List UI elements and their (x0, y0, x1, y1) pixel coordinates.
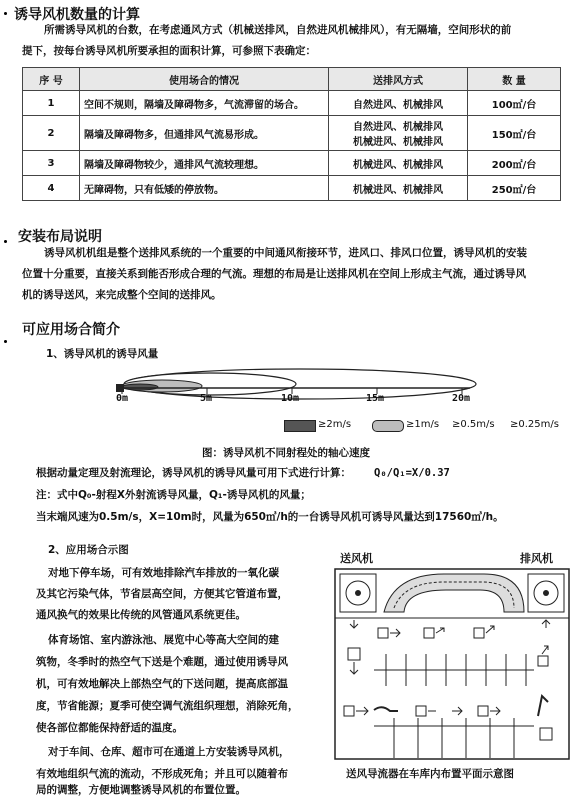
legend-swatch-2 (284, 420, 316, 432)
cell-qty: 100㎡/台 (468, 91, 561, 116)
table-row (23, 176, 561, 201)
table-row (23, 91, 561, 116)
table-row (23, 151, 561, 176)
cell-no: 2 (23, 116, 80, 151)
para-quantity-line1: 所需诱导风机的台数，在考虑通风方式（机械送排风，自然进风机械排风），有无隔墙，空间形状的前 (44, 24, 512, 36)
col-header-situation: 使用场合的情况 (80, 68, 329, 91)
app-text-line: 筑物，冬季时的热空气下送是个难题，通过使用诱导风 (36, 656, 288, 668)
tick-label-15: 15m (366, 393, 385, 404)
legend-swatch-1 (372, 420, 404, 432)
cell-no: 1 (23, 91, 80, 116)
subtitle-application-diagram: 2、应用场合示图 (48, 544, 129, 556)
fan-outlet-icon (116, 384, 124, 392)
legend-label-05: ≥0.5m/s (452, 419, 495, 430)
quantity-table (22, 67, 561, 201)
subtitle-induced-flow: 1、诱导风机的诱导风量 (46, 348, 159, 360)
plan-caption: 送风导流器在车库内布置平面示意图 (346, 768, 514, 780)
app-text-line: 局的调整，方便地调整诱导风机的布置位置。 (36, 784, 246, 796)
legend-label-025: ≥0.25m/s (510, 419, 559, 430)
app-text-line: 使各部位都能保持舒适的温度。 (36, 722, 183, 734)
app-text-line: 通风换气的效果比传统的风管通风系统更佳。 (36, 609, 246, 621)
app-text-line: 有效地组织气流的流动，不形成死角；并且可以随着布 (36, 768, 288, 780)
section-title-applications: 可应用场合简介 (22, 322, 120, 338)
app-text-line: 对地下停车场，可有效地排除汽车排放的一氧化碳 (48, 567, 279, 579)
para-layout-line2: 位置十分重要，直接关系到能否形成合理的气流。理想的布局是让送排风机在空间上形成主气流，通过诱导风 (22, 268, 526, 280)
para-layout-line1: 诱导风机机组是整个送排风系统的一个重要的中间通风衔接环节，进风口、排风口位置，诱导风机的安装 (44, 247, 527, 259)
cell-qty: 250㎡/台 (468, 176, 561, 201)
app-text-line: 及其它污染气体，节省层高空间，方便其它管道布置， (36, 588, 288, 600)
supply-fan-hub (355, 590, 361, 596)
cell-situation: 隔墙及障碍物多，但通排风气流易形成。 (80, 116, 329, 151)
col-header-no: 序 号 (23, 68, 80, 91)
cell-no: 3 (23, 151, 80, 176)
cell-qty: 150㎡/台 (468, 116, 561, 151)
cell-mode-line1: 自然进风、机械排风 (353, 122, 443, 133)
figure-caption: 图：诱导风机不同射程处的轴心速度 (202, 447, 370, 459)
garage-plan-diagram (334, 568, 570, 760)
cell-mode: 机械进风、机械排风 (329, 176, 468, 201)
app-text-line: 度，节省能源；夏季可使空调气流组织理想，消除死角， (36, 700, 299, 712)
exhaust-fan-label: 排风机 (520, 552, 553, 565)
formula: Q₀/Q₁=X/0.37 (374, 467, 450, 479)
zone-2 (122, 384, 158, 390)
app-text-line: 对于车间、仓库、超市可在通道上方安装诱导风机， (48, 746, 290, 758)
tick-label-10: 10m (281, 393, 300, 404)
formula-text: 根据动量定理及射流理论，诱导风机的诱导风量可用下式进行计算： (36, 467, 351, 479)
col-header-mode: 送排风方式 (329, 68, 468, 91)
para-layout-line3: 机的诱导送风，来完成整个空间的送排风。 (22, 289, 222, 301)
legend-label-1: ≥1m/s (406, 419, 440, 430)
formula-note: 注：式中Q₀-射程X外射流诱导风量，Q₁-诱导风机的风量； (36, 489, 311, 501)
app-text-line: 体育场馆、室内游泳池、展览中心等高大空间的建 (48, 634, 279, 646)
col-header-qty: 数 量 (468, 68, 561, 91)
table-row (23, 116, 561, 151)
tick-label-0: 0m (116, 393, 129, 404)
cell-situation: 无障碍物，只有低矮的停放物。 (80, 176, 329, 201)
section-title-layout: 安装布局说明 (18, 229, 102, 245)
tick-label-5: 5m (200, 393, 213, 404)
exhaust-fan-hub (543, 590, 549, 596)
result-statement: 当末端风速为0.5m/s，X=10m时，风量为650㎥/h的一台诱导风机可诱导风量达到17560㎥/h。 (36, 511, 504, 523)
section-title-quantity: 诱导风机数量的计算 (14, 7, 140, 23)
tick-label-20: 20m (452, 393, 471, 404)
cell-mode: 机械进风、机械排风 (329, 151, 468, 176)
legend-label-2: ≥2m/s (318, 419, 352, 430)
para-quantity-line2: 提下，按每台诱导风机所要承担的面积计算，可参照下表确定： (22, 45, 316, 57)
cell-situation: 隔墙及障碍物较少，通排风气流较理想。 (80, 151, 329, 176)
cell-qty: 200㎡/台 (468, 151, 561, 176)
cell-mode: 自然进风、机械排风 (329, 91, 468, 116)
supply-fan-label: 送风机 (340, 552, 373, 565)
cell-mode-line2: 机械进风、机械排风 (353, 137, 443, 148)
app-text-line: 机，可有效地解决上部热空气的下送问题，提高底部温 (36, 678, 288, 690)
cell-mode (329, 116, 468, 151)
cell-no: 4 (23, 176, 80, 201)
cell-situation: 空间不规则，隔墙及障碍物多，气流滞留的场合。 (80, 91, 329, 116)
table-header-row (23, 68, 561, 91)
